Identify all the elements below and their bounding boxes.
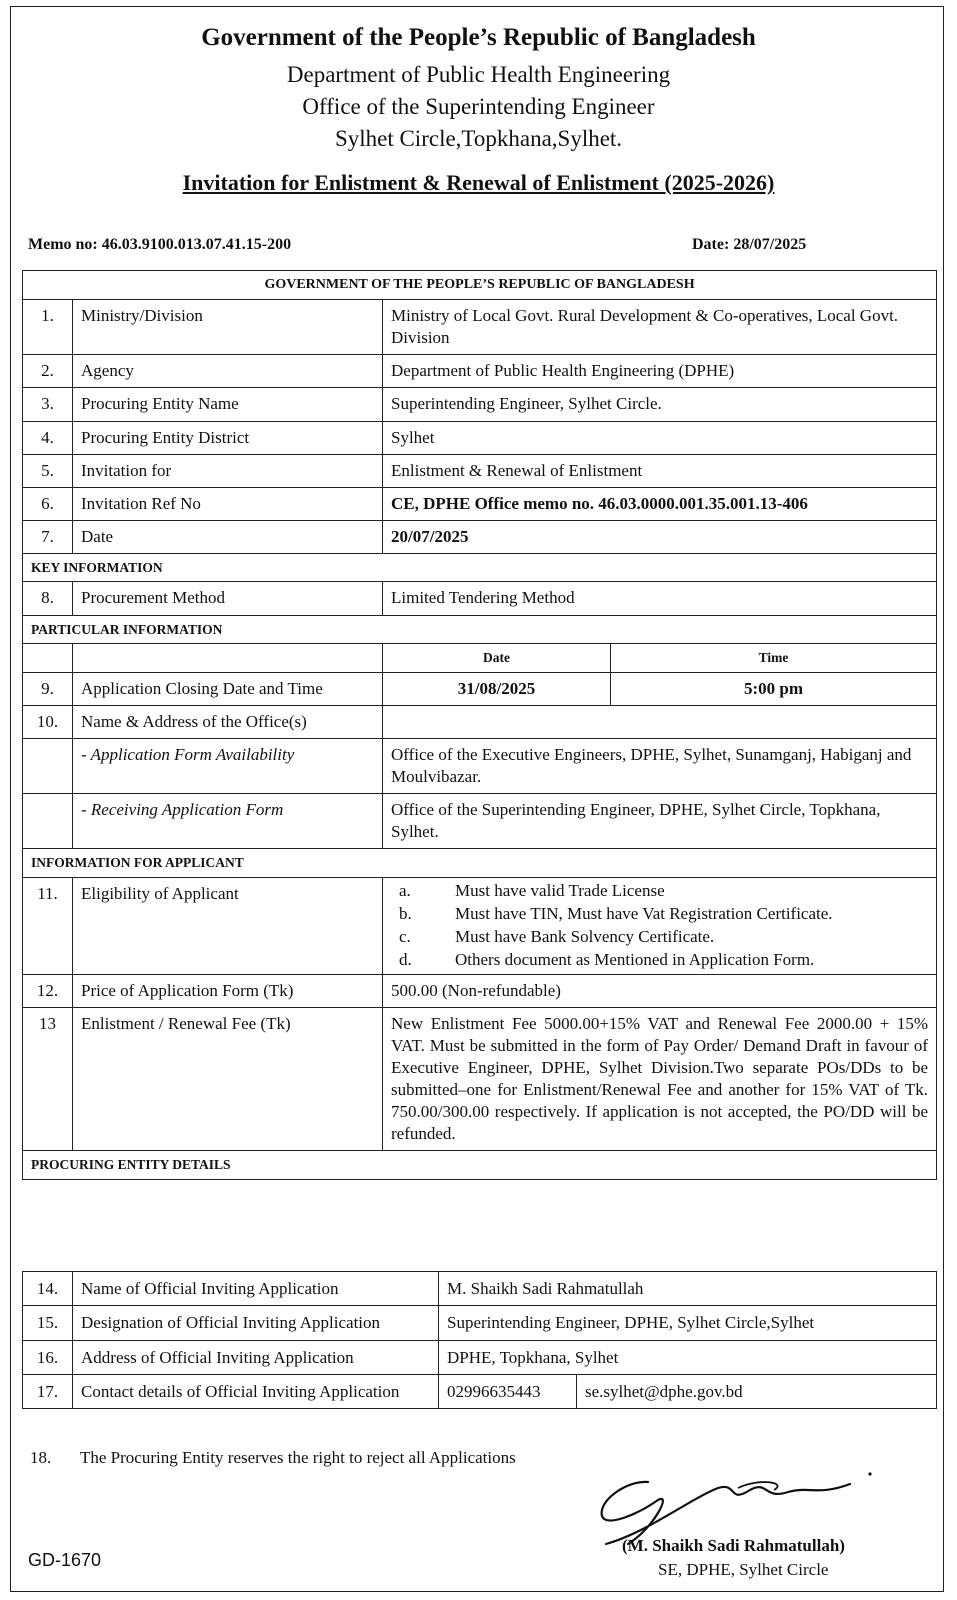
row-label: Designation of Official Inviting Application — [73, 1306, 439, 1340]
signatory-designation: SE, DPHE, Sylhet Circle — [658, 1560, 829, 1579]
date-column-header: Date — [383, 644, 611, 673]
office-heading: Office of the Superintending Engineer — [302, 94, 655, 119]
signatory-name: (M. Shaikh Sadi Rahmatullah) — [622, 1536, 845, 1555]
closing-time: 5:00 pm — [611, 672, 937, 705]
row-value: Ministry of Local Govt. Rural Development & Co-operatives, Local Govt. Division — [383, 300, 937, 355]
row-number: 9. — [23, 672, 73, 705]
reservation-text: The Procuring Entity reserves the right to reject all Applications — [80, 1448, 516, 1467]
row-number: 8. — [23, 582, 73, 615]
row-value: Enlistment & Renewal of Enlistment — [383, 454, 937, 487]
row-label: - Receiving Application Form — [73, 794, 383, 849]
row-number: 10. — [23, 705, 73, 738]
row-label: Application Closing Date and Time — [73, 672, 383, 705]
row-label: Date — [73, 520, 383, 553]
row-value: Limited Tendering Method — [383, 582, 937, 615]
row-label: Procuring Entity Name — [73, 388, 383, 421]
table-row — [23, 705, 937, 738]
government-heading: Government of the People’s Republic of Bangladesh — [201, 24, 756, 51]
list-item: a. Must have valid Trade License — [399, 880, 665, 900]
row-value: Sylhet — [383, 421, 937, 454]
contact-email: se.sylhet@dphe.gov.bd — [577, 1374, 937, 1408]
entity-details-heading: PROCURING ENTITY DETAILS — [23, 1151, 937, 1180]
date-value: 28/07/2025 — [733, 236, 807, 253]
list-item: b. Must have TIN, Must have Vat Registration Certificate. — [399, 903, 833, 923]
table-row — [23, 877, 937, 974]
row-number: 7. — [23, 520, 73, 553]
document-title: Invitation for Enlistment & Renewal of Enlistment (2025-2026) — [182, 170, 775, 195]
table-row — [23, 520, 937, 553]
eligibility-list — [383, 877, 937, 974]
memo-number — [28, 236, 291, 254]
row-number: 4. — [23, 421, 73, 454]
row-label: Contact details of Official Inviting Application — [73, 1374, 439, 1408]
table-row — [23, 355, 937, 388]
row-number: 2. — [23, 355, 73, 388]
applicant-info-heading: INFORMATION FOR APPLICANT — [23, 849, 937, 878]
memo-date — [692, 236, 806, 254]
row-label: Ministry/Division — [73, 300, 383, 355]
reservation-note — [30, 1448, 516, 1468]
memo-value: 46.03.9100.013.07.41.15-200 — [101, 236, 292, 253]
table-row — [23, 300, 937, 355]
list-item: d. Others document as Mentioned in Application Form. — [399, 949, 815, 969]
row-label: Agency — [73, 355, 383, 388]
row-value: Superintending Engineer, DPHE, Sylhet Circle,Sylhet — [439, 1306, 937, 1340]
row-label: Enlistment / Renewal Fee (Tk) — [73, 1007, 383, 1151]
table-row — [23, 644, 937, 673]
table-row — [23, 672, 937, 705]
row-number: 1. — [23, 300, 73, 355]
closing-date: 31/08/2025 — [383, 672, 611, 705]
particular-info-heading: PARTICULAR INFORMATION — [23, 615, 937, 644]
memo-label: Memo no: — [28, 236, 98, 253]
list-item: c. Must have Bank Solvency Certificate. — [399, 926, 715, 946]
table-row — [23, 1340, 937, 1374]
table-row — [23, 487, 937, 520]
row-value: DPHE, Topkhana, Sylhet — [439, 1340, 937, 1374]
row-value: Department of Public Health Engineering (DPHE) — [383, 355, 937, 388]
invitation-table — [22, 270, 937, 1180]
row-number: 3. — [23, 388, 73, 421]
row-value: Office of the Executive Engineers, DPHE, Sylhet, Sunamganj, Habiganj and Moulvibazar. — [383, 738, 937, 793]
row-label: Procurement Method — [73, 582, 383, 615]
table-row — [23, 1272, 937, 1306]
department-heading: Department of Public Health Engineering — [286, 62, 671, 87]
row-number: 16. — [23, 1340, 73, 1374]
row-number: 17. — [23, 1374, 73, 1408]
row-number: 15. — [23, 1306, 73, 1340]
row-label: - Application Form Availability — [73, 738, 383, 793]
row-value: New Enlistment Fee 5000.00+15% VAT and Renewal Fee 2000.00 + 15% VAT. Must be submitted in the form of Pay Order/ Demand Draft in favour of Executive Engineer, DPHE, Sylhet Division.Two separate POs/DDs to be submitted–one for Enlistment/Renewal Fee and another for 15% VAT of Tk. 750.00/300.00 respectively. If application is not accepted, the PO/DD will be refunded. — [383, 1007, 937, 1151]
row-value: CE, DPHE Office memo no. 46.03.0000.001.35.001.13-406 — [383, 487, 937, 520]
row-label: Name & Address of the Office(s) — [73, 705, 383, 738]
row-value: M. Shaikh Sadi Rahmatullah — [439, 1272, 937, 1306]
table-row — [23, 1306, 937, 1340]
row-number: 14. — [23, 1272, 73, 1306]
table-row — [23, 1374, 937, 1408]
row-number: 11. — [23, 877, 73, 974]
table-row — [23, 794, 937, 849]
contact-phone: 02996635443 — [439, 1374, 577, 1408]
table-row — [23, 738, 937, 793]
row-label: Eligibility of Applicant — [73, 877, 383, 974]
table-row — [23, 454, 937, 487]
table-row — [23, 974, 937, 1007]
row-number: 13 — [23, 1007, 73, 1151]
row-number: 6. — [23, 487, 73, 520]
document-code: GD-1670 — [28, 1550, 102, 1570]
row-number: 12. — [23, 974, 73, 1007]
table-row — [23, 1007, 937, 1151]
table-title: GOVERNMENT OF THE PEOPLE’S REPUBLIC OF BANGLADESH — [23, 271, 937, 300]
table-row — [23, 582, 937, 615]
row-value: 20/07/2025 — [383, 520, 937, 553]
row-label: Invitation for — [73, 454, 383, 487]
date-label: Date: — [692, 236, 730, 253]
row-label: Address of Official Inviting Application — [73, 1340, 439, 1374]
row-label: Price of Application Form (Tk) — [73, 974, 383, 1007]
table-row — [23, 388, 937, 421]
table-row — [23, 421, 937, 454]
key-info-heading: KEY INFORMATION — [23, 553, 937, 582]
time-column-header: Time — [611, 644, 937, 673]
row-number: 18. — [30, 1448, 52, 1467]
row-value: 500.00 (Non-refundable) — [383, 974, 937, 1007]
row-label: Invitation Ref No — [73, 487, 383, 520]
row-value: Office of the Superintending Engineer, DPHE, Sylhet Circle, Topkhana, Sylhet. — [383, 794, 937, 849]
address-heading: Sylhet Circle,Topkhana,Sylhet. — [334, 126, 623, 151]
row-label: Procuring Entity District — [73, 421, 383, 454]
row-label: Name of Official Inviting Application — [73, 1272, 439, 1306]
row-number: 5. — [23, 454, 73, 487]
row-value: Superintending Engineer, Sylhet Circle. — [383, 388, 937, 421]
entity-details-table — [22, 1271, 937, 1409]
